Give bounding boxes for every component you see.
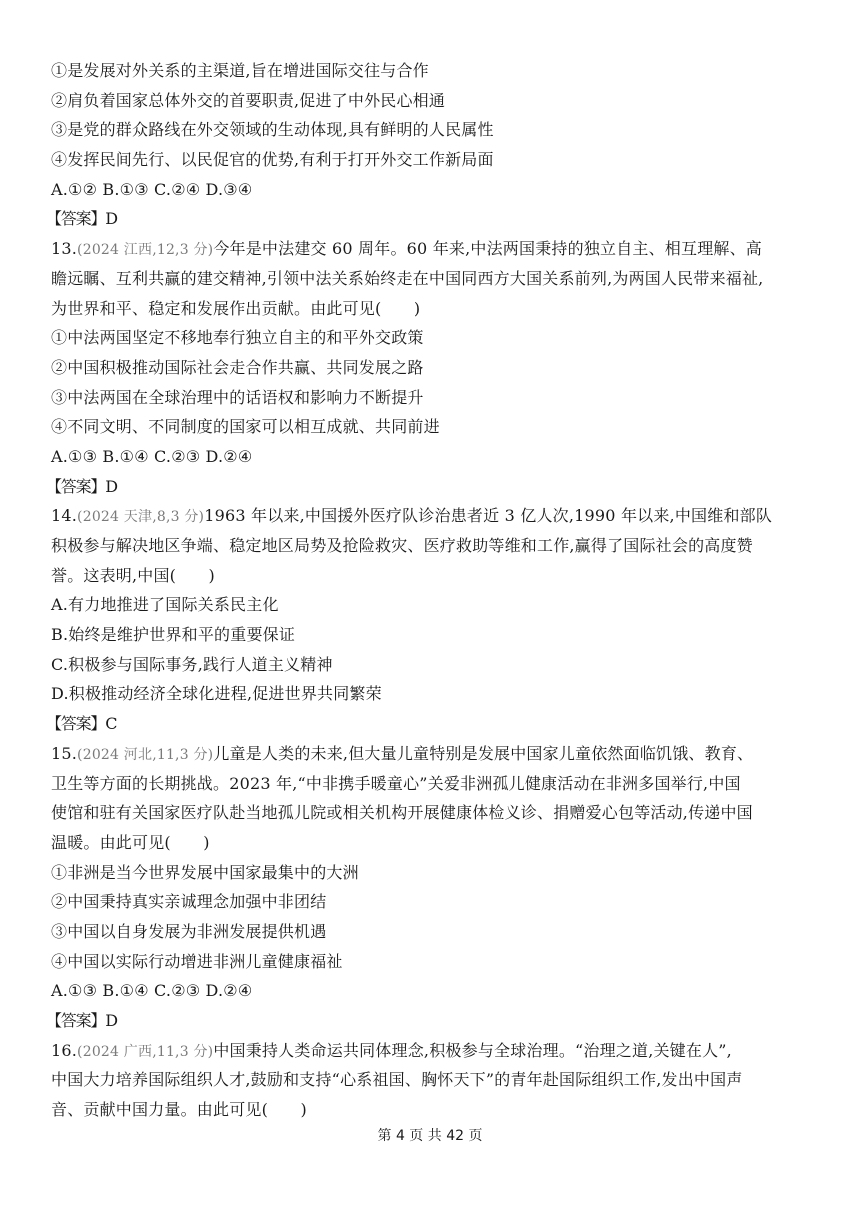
q12-option-3: ③是党的群众路线在外交领域的生动体现,具有鲜明的人民属性: [51, 120, 494, 140]
q15-option-3: ③中国以自身发展为非洲发展提供机遇: [51, 921, 327, 941]
q12-option-2: ②肩负着国家总体外交的首要职责,促进了中外民心相通: [51, 90, 446, 110]
q15-choices: A.①③ B.①④ C.②③ D.②④: [51, 981, 253, 1001]
q14-option-a: A.有力地推进了国际关系民主化: [51, 595, 279, 615]
q14-source: (2024 天津,8,3 分): [77, 509, 205, 526]
q16-stem-text-1: 中国秉持人类命运共同体理念,积极参与全球治理。“治理之道,关键在人”,: [213, 1040, 732, 1060]
q13-option-4: ④不同文明、不同制度的国家可以相互成就、共同前进: [51, 417, 440, 437]
q13-source: (2024 江西,12,3 分): [77, 242, 214, 259]
q12-choices: A.①② B.①③ C.②④ D.③④: [51, 179, 253, 199]
q13-stem-line-3: 为世界和平、稳定和发展作出贡献。由此可见( ): [51, 298, 421, 318]
document-page: [46, 56, 821, 1125]
q13-answer: 【答案】D: [46, 476, 117, 496]
q15-option-1: ①非洲是当今世界发展中国家最集中的大洲: [51, 862, 359, 882]
q15-stem-text-1: 儿童是人类的未来,但大量儿童特别是发展中国家儿童依然面临饥饿、教育、: [213, 743, 754, 763]
q16-stem-line-1: [51, 1036, 821, 1066]
q15-stem-line-1: [51, 739, 821, 769]
q13-choices: A.①③ B.①④ C.②③ D.②④: [51, 446, 253, 466]
q14-number: 14.: [51, 506, 78, 526]
q13-option-3: ③中法两国在全球治理中的话语权和影响力不断提升: [51, 387, 424, 407]
q16-stem-line-2: 中国大力培养国际组织人才,鼓励和支持“心系祖国、胸怀天下”的青年赴国际组织工作,发出中国声: [51, 1070, 743, 1090]
q14-stem-line-3: 誉。这表明,中国( ): [51, 565, 215, 585]
q14-stem-line-2: 积极参与解决地区争端、稳定地区局势及抢险救灾、医疗救助等维和工作,赢得了国际社会的高度赞: [51, 536, 753, 555]
page-number-footer: 第 4 页 共 42 页: [377, 1128, 483, 1144]
q15-source: (2024 河北,11,3 分): [77, 746, 214, 763]
q16-source: (2024 广西,11,3 分): [77, 1043, 214, 1060]
q14-option-c: C.积极参与国际事务,践行人道主义精神: [51, 654, 333, 674]
q12-option-1: ①是发展对外关系的主渠道,旨在增进国际交往与合作: [51, 61, 429, 80]
q14-option-b: B.始终是维护世界和平的重要保证: [51, 625, 296, 645]
q12-option-4: ④发挥民间先行、以民促官的优势,有利于打开外交工作新局面: [51, 150, 494, 170]
q13-number: 13.: [51, 239, 78, 259]
q13-stem-line-2: 瞻远瞩、互利共赢的建交精神,引领中法关系始终走在中国同西方大国关系前列,为两国人民带来福祉,: [51, 268, 764, 288]
q13-stem-line-1: [51, 234, 821, 264]
q16-stem-line-3: 音、贡献中国力量。由此可见( ): [51, 1100, 307, 1120]
q12-answer: 【答案】D: [46, 209, 117, 229]
q16-number: 16.: [51, 1040, 78, 1060]
q15-stem-line-2: 卫生等方面的长期挑战。2023 年,“中非携手暖童心”关爱非洲孤儿健康活动在非洲多国举行,中国: [51, 773, 741, 793]
q13-stem-text-1: 今年是中法建交 60 周年。60 年来,中法两国秉持的独立自主、相互理解、高: [213, 239, 762, 259]
q14-stem-text-1: 1963 年以来,中国援外医疗队诊治患者近 3 亿人次,1990 年以来,中国维和部队: [204, 506, 773, 526]
q15-option-4: ④中国以实际行动增进非洲儿童健康福祉: [51, 951, 343, 971]
q14-option-d: D.积极推动经济全球化进程,促进世界共同繁荣: [51, 684, 382, 704]
q15-number: 15.: [51, 743, 78, 763]
q14-stem-line-1: [51, 501, 821, 531]
q14-answer: 【答案】C: [46, 714, 117, 734]
q15-stem-line-4: 温暖。由此可见( ): [51, 832, 210, 852]
q13-option-1: ①中法两国坚定不移地奉行独立自主的和平外交政策: [51, 328, 424, 348]
q15-answer: 【答案】D: [46, 1011, 117, 1030]
q15-stem-line-3: 使馆和驻有关国家医疗队赴当地孤儿院或相关机构开展健康体检义诊、捐赠爱心包等活动,传递中国: [51, 803, 753, 823]
q13-option-2: ②中国积极推动国际社会走合作共赢、共同发展之路: [51, 357, 424, 377]
q15-option-2: ②中国秉持真实亲诚理念加强中非团结: [51, 892, 327, 912]
